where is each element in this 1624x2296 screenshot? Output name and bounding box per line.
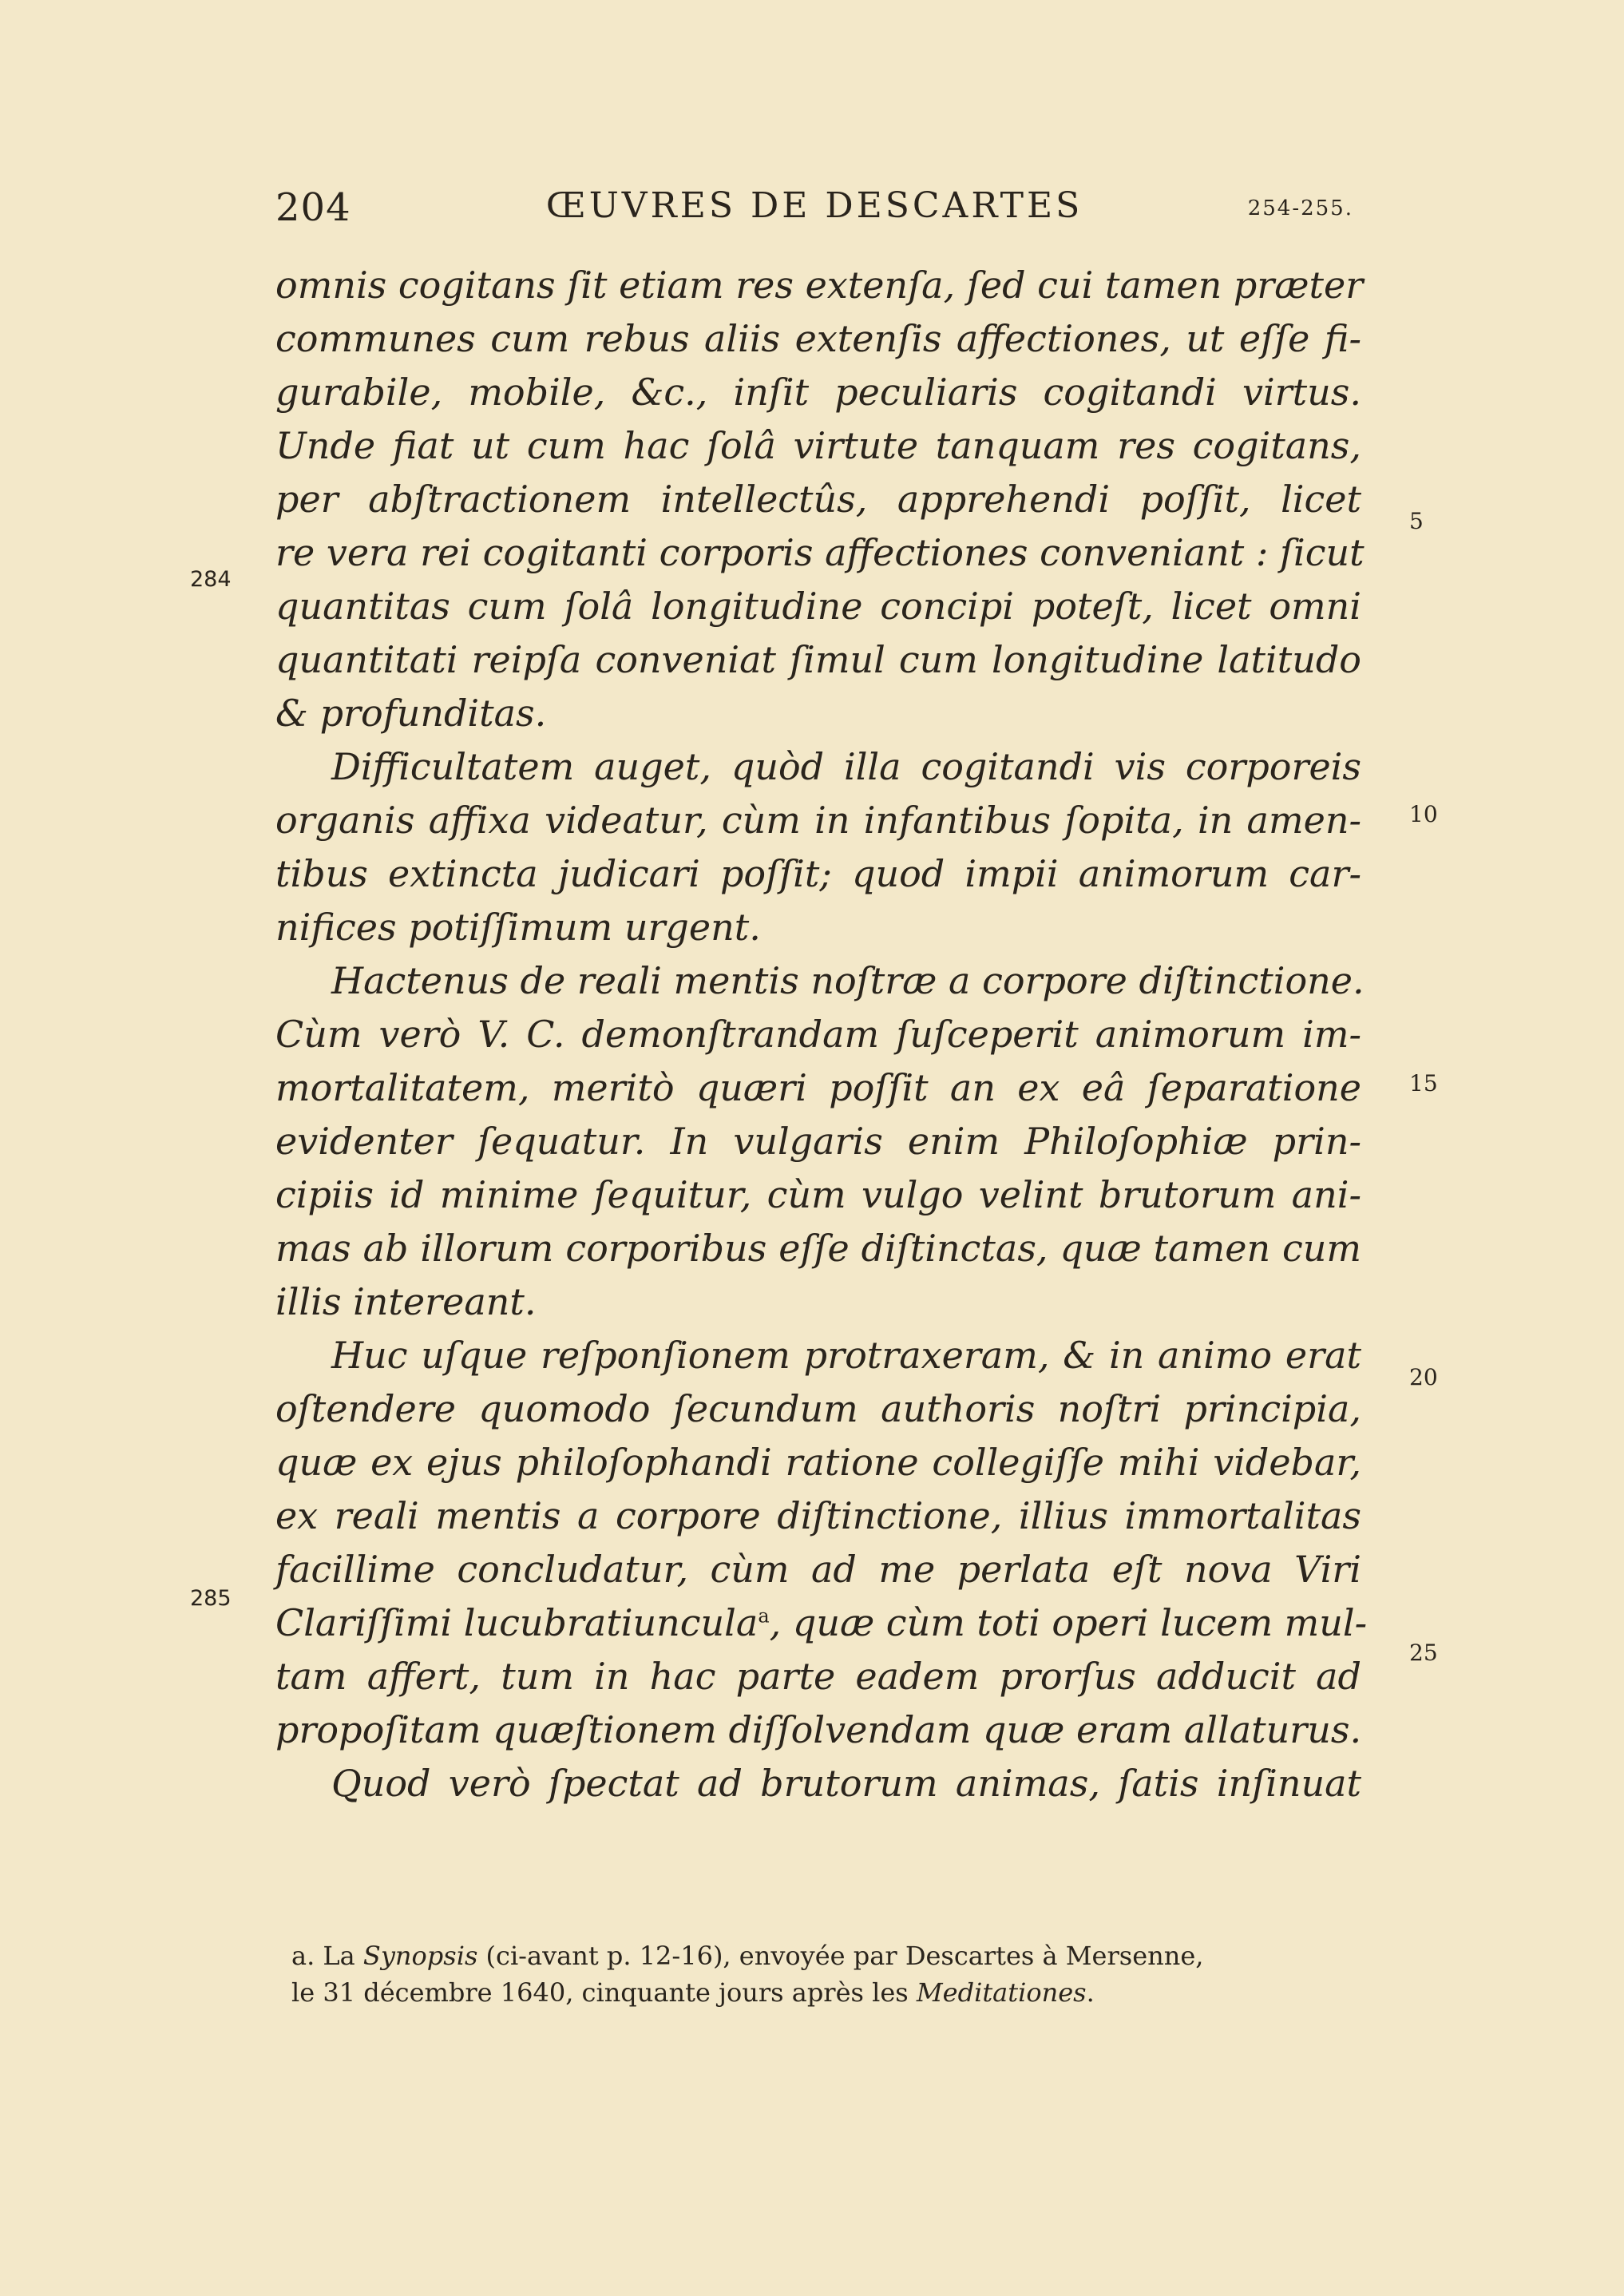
text-line: tibus extincta judicari poſſit; quod impii animorum car- xyxy=(275,852,1361,895)
text-line: gurabile, mobile, &c., inſit peculiaris cogitandi virtus. xyxy=(275,371,1361,414)
running-header xyxy=(275,185,1353,241)
text-line: evidenter ſequatur. In vulgaris enim Philoſophiæ prin- xyxy=(275,1120,1361,1163)
footnote xyxy=(291,1941,1361,2014)
footnote-label: a. xyxy=(291,1941,315,1971)
text-line: re vera rei cogitanti corporis affectiones conveniant : ſicut xyxy=(275,531,1365,574)
text-line: quæ ex ejus philoſophandi ratione collegiſſe mihi videbar, xyxy=(275,1441,1361,1484)
text-line: Unde fiat ut cum hac ſolâ virtute tanquam res cogitans, xyxy=(275,424,1361,467)
text-line: organis affixa videatur, cùm in infantibus ſopita, in amen- xyxy=(275,799,1361,842)
text-line: & profunditas. xyxy=(275,692,547,735)
text-line: Difficultatem auget, quòd illa cogitandi vis corporeis xyxy=(331,745,1361,788)
text-line: ex reali mentis a corpore diſtinctione, illius immortalitas xyxy=(275,1494,1361,1537)
text-line: Huc uſque reſponſionem protraxeram, & in animo erat xyxy=(331,1334,1361,1377)
text-line: quantitas cum ſolâ longitudine concipi poteſt, licet omni xyxy=(275,585,1361,628)
text-line: nifices potiſſimum urgent. xyxy=(275,906,761,949)
text-line xyxy=(275,1601,1368,1654)
line-number: 5 xyxy=(1409,508,1424,534)
text-line: tam affert, tum in hac parte eadem prorſus adducit ad xyxy=(275,1655,1361,1698)
text-line: Quod verò ſpectat ad brutorum animas, ſatis inſinuat xyxy=(331,1762,1361,1805)
line-number: 25 xyxy=(1409,1640,1438,1666)
text-fragment: , quæ cùm toti operi lucem mul- xyxy=(769,1601,1368,1644)
text-line: oſtendere quomodo ſecundum authoris noſtri principia, xyxy=(275,1387,1361,1430)
text-line: Hactenus de reali mentis noſtræ a corpore diſtinctione. xyxy=(331,959,1365,1002)
line-number: 20 xyxy=(1409,1364,1438,1390)
text-line: omnis cogitans ſit etiam res extenſa, ſed cui tamen præter xyxy=(275,264,1364,307)
margin-page-ref: 284 xyxy=(190,567,232,592)
line-number: 10 xyxy=(1409,801,1438,827)
text-line: communes cum rebus aliis extenſis affectiones, ut eſſe fi- xyxy=(275,317,1361,360)
text-line: Cùm verò V. C. demonſtrandam ſuſceperit animorum im- xyxy=(275,1013,1361,1056)
text-line: per abſtractionem intellectûs, apprehendi poſſit, licet xyxy=(275,478,1361,521)
margin-page-ref: 285 xyxy=(190,1586,232,1611)
text-line: illis intereant. xyxy=(275,1280,537,1323)
footnote-marker[interactable]: a xyxy=(758,1604,770,1628)
text-line: mortalitatem, meritò quæri poſſit an ex eâ ſeparatione xyxy=(275,1066,1361,1109)
footnote-line: le 31 décembre 1640, cinquante jours après les Meditationes. xyxy=(291,1977,1095,2008)
line-number: 15 xyxy=(1409,1070,1438,1096)
text-fragment: Clariſſimi lucubratiuncula xyxy=(275,1601,759,1644)
footnote-line: a. La Synopsis (ci-avant p. 12-16), envoyée par Descartes à Mersenne, xyxy=(291,1941,1204,1971)
text-line: mas ab illorum corporibus eſſe diſtinctas, quæ tamen cum xyxy=(275,1227,1361,1270)
running-title: ŒUVRES DE DESCARTES xyxy=(545,185,1083,226)
text-line: cipiis id minime ſequitur, cùm vulgo velint brutorum ani- xyxy=(275,1173,1361,1216)
text-line: facillime concludatur, cùm ad me perlata eſt nova Viri xyxy=(275,1548,1361,1591)
page-range: 254-255. xyxy=(1247,196,1353,220)
page-number: 204 xyxy=(275,185,351,230)
text-line: quantitati reipſa conveniat ſimul cum longitudine latitudo xyxy=(275,638,1361,681)
text-line: propoſitam quæſtionem diſſolvendam quæ eram allaturus. xyxy=(275,1708,1362,1751)
